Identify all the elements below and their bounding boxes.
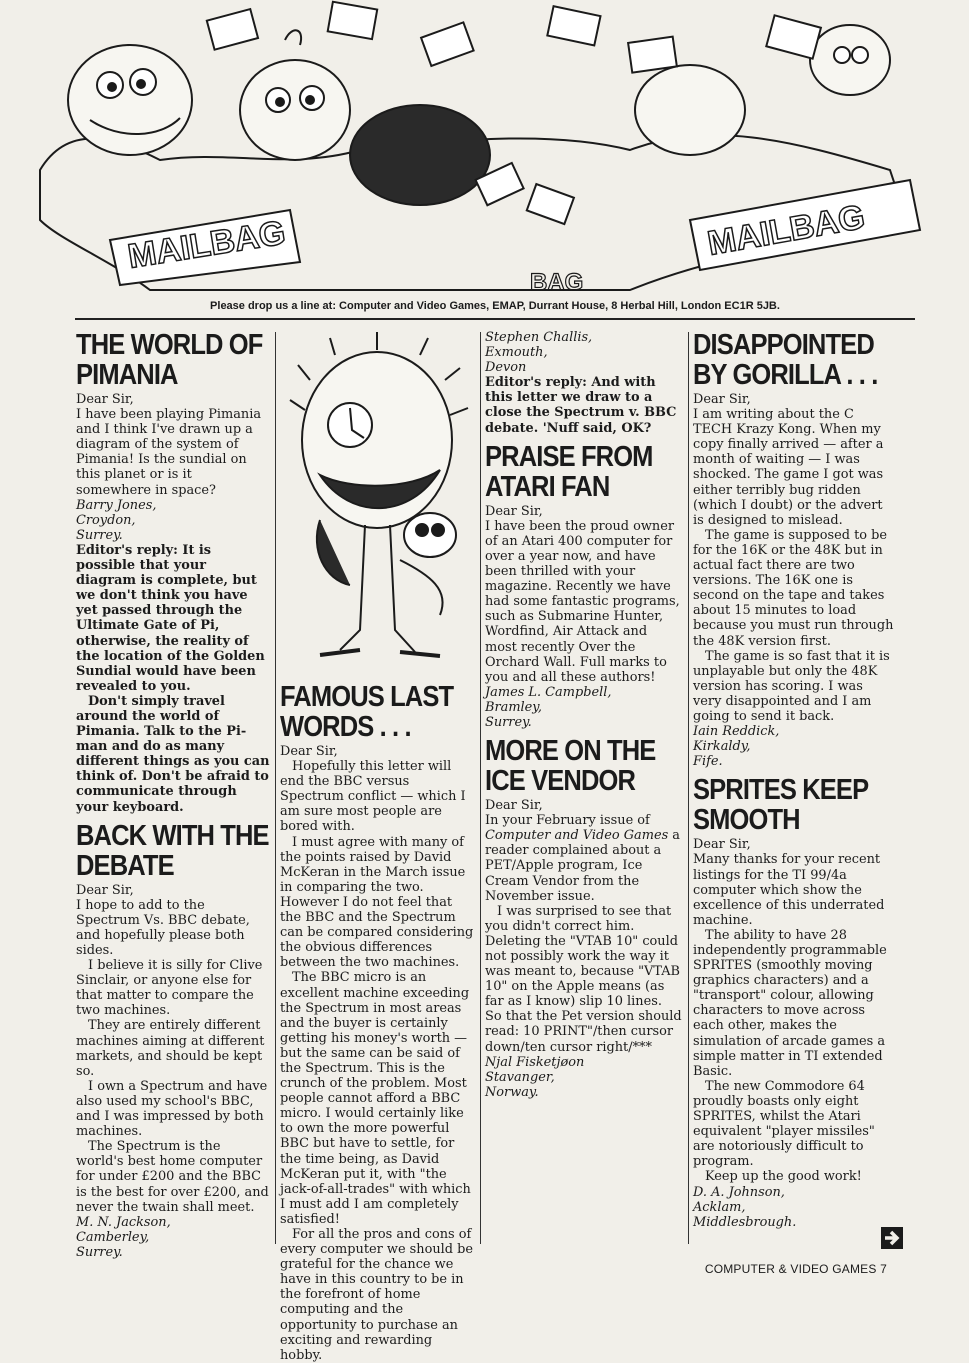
letter-sprites-keep-smooth <box>693 775 895 1229</box>
letter-praise-from-atari-fan <box>485 442 682 730</box>
column-4 <box>693 330 895 1230</box>
headline: MORE ON THE ICE VENDOR <box>485 735 656 798</box>
headline: FAMOUS LAST WORDS . . . <box>280 681 454 743</box>
signature-name: Njal Fisketjøon <box>485 1054 585 1070</box>
editor-reply: Editor's reply: And with this letter we draw to a close the Spectrum v. BBC debate. 'Nuff said, OK? <box>485 375 677 436</box>
letter-body: Hopefully this letter will end the BBC versus Spectrum conflict — which I am sure most people are bored with. <box>280 759 466 835</box>
letter-body: For all the pros and cons of every computer we should be grateful for the chance we have in this country to be in the forefront of home computing and the opportunity to purchase an exciting and rewarding hobby. <box>280 1227 474 1363</box>
magazine-title: Computer and Video Games <box>485 828 669 844</box>
signature-name: D. A. Johnson, <box>693 1184 785 1200</box>
letter-famous-last-words-continued <box>485 330 682 436</box>
signature-name: James L. Campbell, <box>485 684 612 700</box>
signature-county: Middlesbrough. <box>693 1214 797 1230</box>
column-3 <box>485 330 682 1100</box>
signature-county: Surrey. <box>485 714 532 730</box>
salutation: Dear Sir, <box>485 503 543 519</box>
headline: PRAISE FROM ATARI FAN <box>485 440 653 503</box>
salutation: Dear Sir, <box>693 837 751 853</box>
column-divider <box>275 332 276 1244</box>
salutation: Dear Sir, <box>76 882 134 898</box>
letter-body: I own a Spectrum and have also used my school's BBC, and I was impressed by both machines. <box>76 1078 268 1140</box>
editor-reply: Don't simply travel around the world of Pimania. Talk to the Pi-man and do as many different things as you can think of. Don't be afraid to communicate through your keyboard. <box>76 693 270 815</box>
letter-body: They are entirely different machines aiming at different markets, and should be kept so. <box>76 1018 265 1079</box>
headline: BACK WITH THE DEBATE <box>76 819 269 882</box>
letter-body: In your February issue of Computer and Video Games a reader complained about a PET/Apple program, Ice Cream Vendor from the November issue. <box>485 813 680 904</box>
salutation: Dear Sir, <box>693 392 751 407</box>
signature-town: Acklam, <box>693 1199 746 1215</box>
mailbag-sign-right: MAILBAG <box>704 197 868 263</box>
headline: DISAPPOINTED BY GORILLA . . . <box>693 329 878 391</box>
letter-body: I have been playing Pimania and I think I've drawn up a diagram of the system of Pimania! Is the sundial on this planet or is it somewhere in space? <box>76 407 262 498</box>
signature-county: Surrey. <box>76 1244 123 1260</box>
letter-disappointed-by-gorilla <box>693 330 895 769</box>
letter-body: The new Commodore 64 proudly boasts only eight SPRITES, whilst the Atari equivalent "player missiles" are notoriously difficult to program. <box>693 1078 875 1170</box>
salutation: Dear Sir, <box>485 798 543 814</box>
letter-body: Keep up the good work! <box>705 1169 862 1185</box>
mailbag-sign-left: MAILBAG <box>125 213 288 276</box>
column-1 <box>76 330 270 1260</box>
letter-body: I must agree with many of the points raised by David McKeran in the March issue in comparing the two. However I do not feel that the BBC and the Spectrum can be compared considering the obvious differences between the two machines. <box>280 834 474 971</box>
signature-town: Bramley, <box>485 699 542 715</box>
letter-body: I hope to add to the Spectrum Vs. BBC debate, and hopefully please both sides. <box>76 897 250 958</box>
letter-body: The Spectrum is the world's best home computer for under £200 and the BBC is the best for over £200, and never the twain shall meet. <box>76 1139 269 1215</box>
letter-body: The game is supposed to be for the 16K or the 48K but in actual fact there are two versions. The 16K one is second on the tape and takes about 15 minutes to load because you must run through the 48K version first. <box>693 527 894 649</box>
header-rule <box>75 318 915 320</box>
signature-town: Stavanger, <box>485 1069 555 1085</box>
signature-country: Norway. <box>485 1084 539 1100</box>
signature-town: Exmouth, <box>485 345 548 361</box>
headline: SPRITES KEEP SMOOTH <box>693 774 868 837</box>
letter-more-on-ice-vendor <box>485 736 682 1100</box>
signature-name: Stephen Challis, <box>485 330 593 345</box>
signature-town: Croydon, <box>76 512 136 528</box>
signature-name: Iain Reddick, <box>693 724 780 740</box>
letter-famous-last-words <box>280 682 475 1363</box>
headline: THE WORLD OF PIMANIA <box>76 329 263 391</box>
letter-body: The game is so fast that it is unplayable but only the 48K version has scoring. I was very disappointed and I am going to send it back. <box>693 648 890 724</box>
salutation: Dear Sir, <box>280 744 338 759</box>
letter-pimania <box>76 330 270 815</box>
signature-county: Surrey. <box>76 527 123 543</box>
letter-body: I have been the proud owner of an Atari 400 computer for over a year now, and have been thrilled with your magazine. Recently we have had some fantastic programs, such as Submarine Hunter, Wordfind, Air Attack and most recently Over the Orchard Wall. Full marks to you and all these authors! <box>485 518 680 685</box>
letter-body: The ability to have 28 independently programmable SPRITES (smoothly moving graphics characters) and a "transport" colour, allowing characters to move across each other, makes the simulation of arcade games a simple matter in TI extended Basic. <box>693 927 887 1079</box>
signature-county: Fife. <box>693 754 723 770</box>
signature-county: Devon <box>485 360 527 376</box>
letter-body: I was surprised to see that you didn't correct him. Deleting the "VTAB 10" could not possibly work the way it was meant to, because "VTAB 10" on the Apple means (as far as I know) slip 10 lines. So that the Pet version should read: 10 PRINT"/then cursor down/ten cursor right/*** <box>485 903 682 1055</box>
column-divider <box>480 332 481 1244</box>
mailbag-banner-illustration <box>30 0 940 300</box>
mailbag-sign-bottom: BAG <box>530 269 584 296</box>
letter-body: I believe it is silly for Clive Sinclair, or anyone else for that matter to compare the two machines. <box>76 958 263 1019</box>
column-2 <box>280 330 475 1363</box>
letter-back-with-debate <box>76 821 270 1260</box>
page-footer: COMPUTER & VIDEO GAMES 7 <box>704 1262 887 1276</box>
signature-town: Kirkaldy, <box>693 739 751 755</box>
continue-arrow-icon <box>880 1226 904 1250</box>
signature-name: Barry Jones, <box>76 497 157 513</box>
letter-body: Many thanks for your recent listings for the TI 99/4a computer which show the excellence of this underrated machine. <box>693 852 885 928</box>
letter-body: I am writing about the C TECH Krazy Kong. When my copy finally arrived — after a month of waiting — I was shocked. The game I got was either terribly bug ridden (which I doubt) or the advert is designed to mislead. <box>693 407 884 528</box>
signature-town: Camberley, <box>76 1229 150 1245</box>
letter-body: The BBC micro is an excellent machine exceeding the Spectrum in most areas and the buyer is certainly getting his money's worth — but the same can be said of the Spectrum. This is the crunch of the problem. Most people cannot afford a BBC micro. I would certainly like to own the more powerful BBC but have to settle, for the time being, as David McKeran put it, with "the jack-of-all-trades" with which I must add I am completely satisfied! <box>280 970 471 1227</box>
signature-name: M. N. Jackson, <box>76 1214 171 1230</box>
column-divider <box>688 332 689 1244</box>
editor-reply: Editor's reply: It is possible that your diagram is complete, but we don't think you have yet passed through the Ultimate Gate of Pi, otherwise, the reality of the location of the Golden Sundial would have been revealed to you. <box>76 542 265 694</box>
salutation: Dear Sir, <box>76 392 134 407</box>
pi-man-illustration <box>280 330 474 676</box>
address-line: Please drop us a line at: Computer and Video Games, EMAP, Durrant House, 8 Herbal Hill, London EC1R 5JB. <box>210 300 780 312</box>
